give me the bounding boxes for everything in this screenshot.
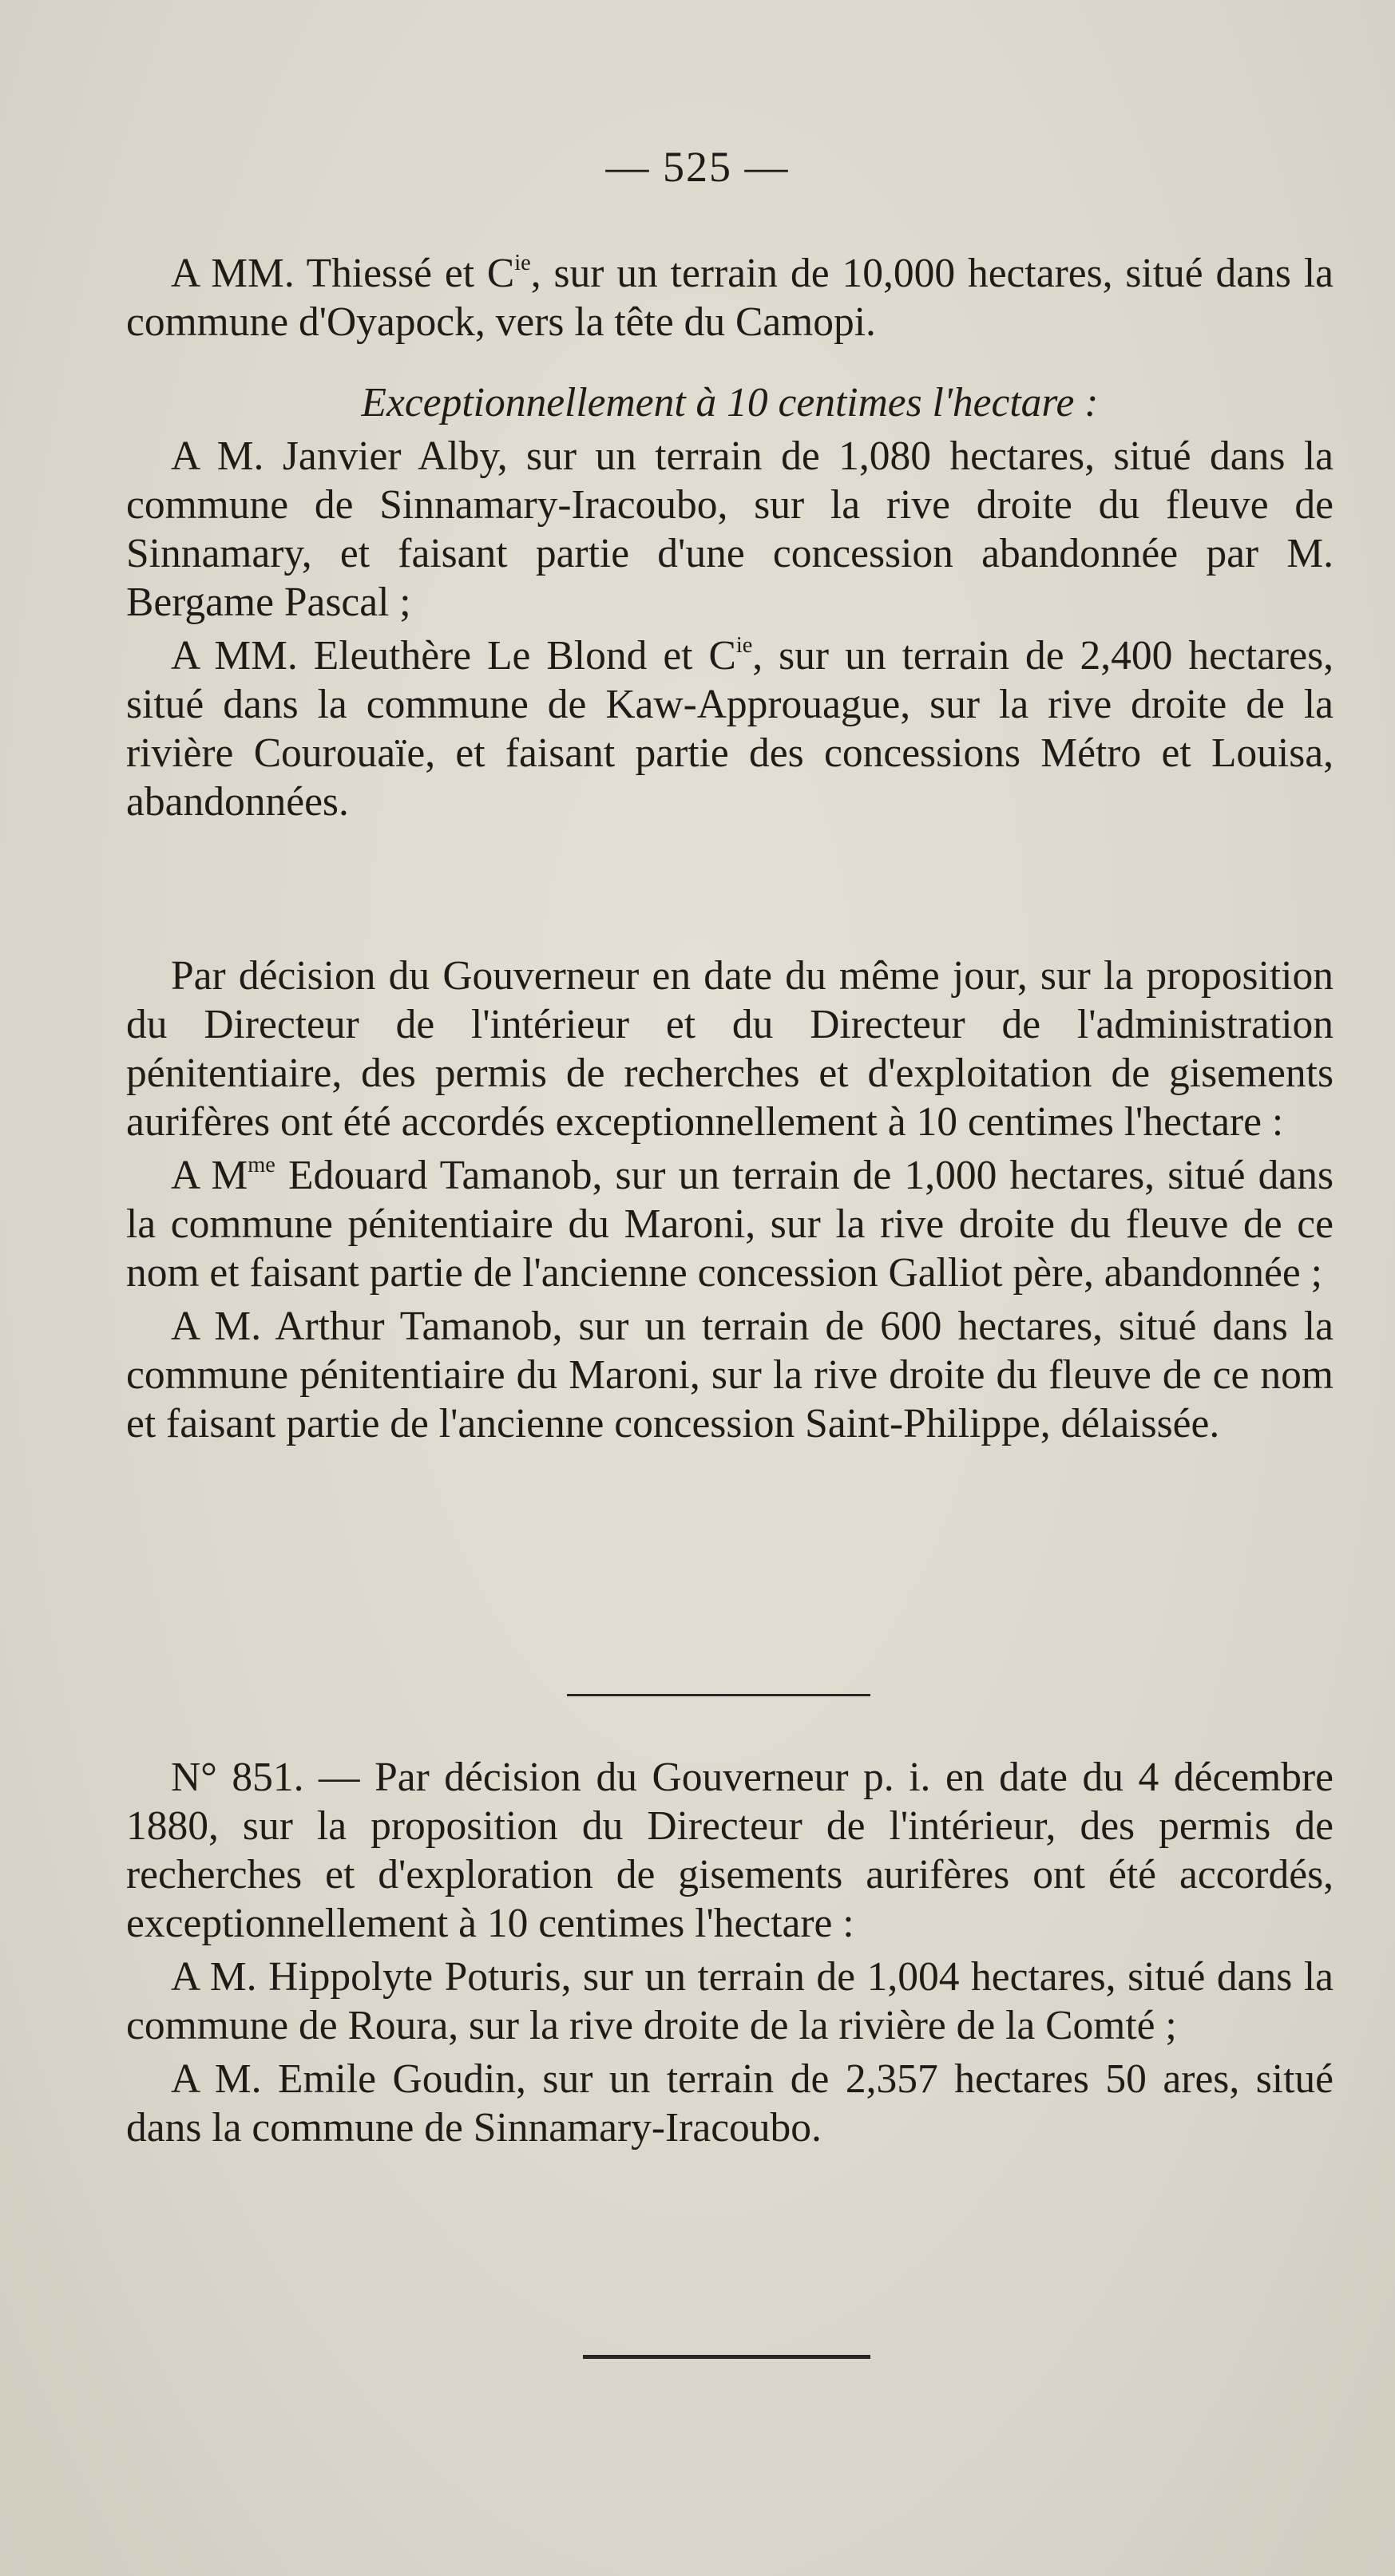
paragraph-decision-851: N° 851. — Par décision du Gouverneur p. i. en date du 4 décembre 1880, sur la proposition du Directeur de l'intérieur, des permis de recherches et d'exploration de gisements aurifères ont été accordés, exceptionnellement à 10 centimes l'hectare : bbox=[126, 1755, 1334, 1946]
paragraph-poturis: A M. Hippolyte Poturis, sur un terrain de 1,004 hectares, situé dans la commune de Roura, sur la rive droite de la rivière de la Comté ; bbox=[126, 1954, 1334, 2048]
page-number: — 525 — bbox=[605, 143, 790, 191]
text-block-1 bbox=[126, 249, 1334, 826]
text-block-3 bbox=[126, 1753, 1334, 2152]
section-divider bbox=[567, 1694, 870, 1696]
paragraph-goudin: A M. Emile Goudin, sur un terrain de 2,357 hectares 50 ares, situé dans la commune de Sinnamary-Iracoubo. bbox=[126, 2056, 1334, 2151]
paragraph-alby: A M. Janvier Alby, sur un terrain de 1,080 hectares, situé dans la commune de Sinnamary-Iracoubo, sur la rive droite du fleuve de Sinnamary, et faisant partie d'une concession abandonnée par M. Bergame Pascal ; bbox=[126, 433, 1334, 625]
section-heading-exceptionnellement: Exceptionnellement à 10 centimes l'hectare : bbox=[361, 380, 1099, 425]
paragraph-edouard-tamanob: A $M^{me}$ Edouard Tamanob, sur un terrain de 1,000 hectares, situé dans la commune pénitentiaire du Maroni, sur la rive droite du fleuve de ce nom et faisant partie de l'ancienne concession Galliot père, abandonnée ; bbox=[126, 1152, 1334, 1296]
end-divider bbox=[583, 2355, 870, 2359]
paragraph-le-blond: A MM. Eleuthère Le Blond et $C^{ie}$, sur un terrain de 2,400 hectares, situé dans la commune de Kaw-Approuague, sur la rive droite de la rivière Courouaïe, et faisant partie des concessions Métro et Louisa, abandonnées. bbox=[126, 632, 1334, 825]
text-block-2 bbox=[126, 952, 1334, 1448]
paragraph-arthur-tamanob: A M. Arthur Tamanob, sur un terrain de 600 hectares, situé dans la commune pénitentiaire du Maroni, sur la rive droite du fleuve de ce nom et faisant partie de l'ancienne concession Saint-Philippe, délaissée. bbox=[126, 1304, 1334, 1446]
paragraph-thiesse: A MM. Thiessé et $C^{ie}$, sur un terrain de 10,000 hectares, situé dans la commune d'Oyapock, vers la tête du Camopi. bbox=[126, 250, 1334, 345]
paragraph-decision-gouverneur: Par décision du Gouverneur en date du même jour, sur la proposition du Directeur de l'intérieur et du Directeur de l'administration pénitentiaire, des permis de recherches et d'exploitation de gisements aurifères ont été accordés exceptionnellement à 10 centimes l'hectare : bbox=[126, 953, 1334, 1145]
